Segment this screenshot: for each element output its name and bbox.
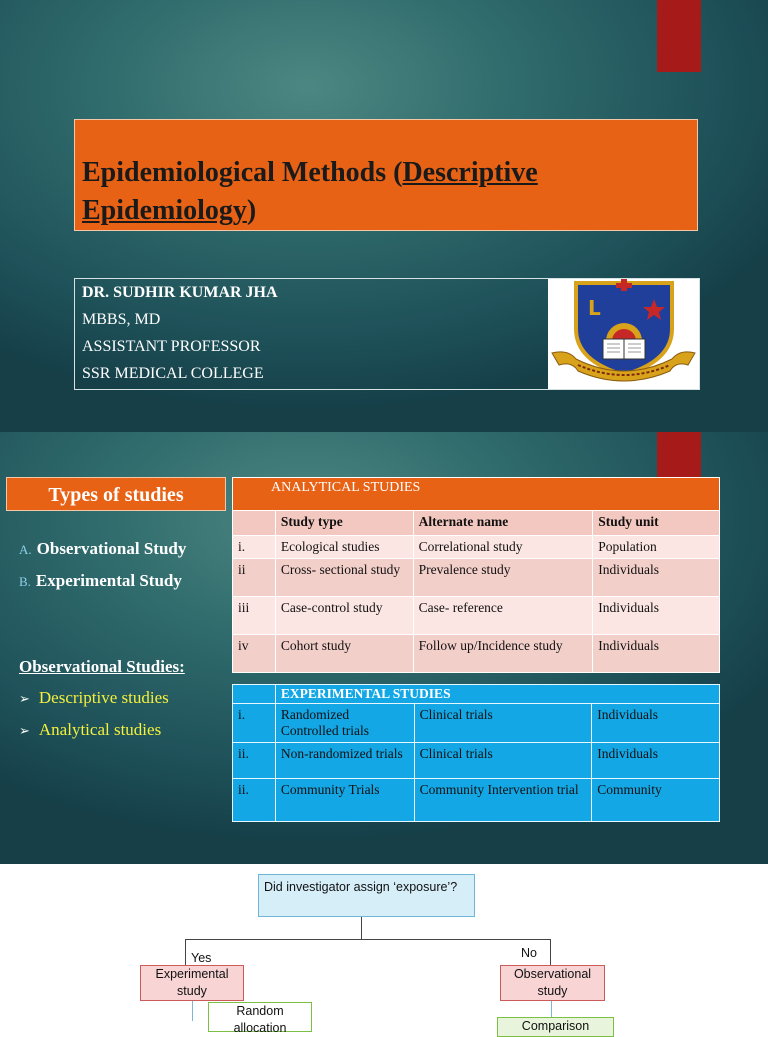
- table-column-header-row: [233, 511, 720, 536]
- list-letter: A.: [19, 542, 32, 557]
- arrow-bullet-icon: ➢: [19, 691, 30, 706]
- analytical-studies-table: [232, 477, 720, 673]
- connector-line: [550, 939, 551, 965]
- column-header: Alternate name: [413, 511, 593, 536]
- bullet-descriptive: [19, 688, 169, 708]
- author-name: DR. SUDHIR KUMAR JHA: [82, 284, 278, 301]
- table-cell: i.: [233, 704, 276, 743]
- table-cell: iv: [233, 635, 276, 673]
- red-tab-decoration-2: [657, 432, 701, 478]
- table-row: [233, 597, 720, 635]
- list-letter: B.: [19, 574, 31, 589]
- table-cell: Community Intervention trial: [414, 779, 592, 822]
- table-cell: Ecological studies: [275, 536, 413, 559]
- yes-label: Yes: [191, 951, 212, 965]
- table-cell: iii: [233, 597, 276, 635]
- column-header: Study unit: [593, 511, 720, 536]
- flowchart-slide: [0, 864, 768, 1035]
- types-title-text: Types of studies: [48, 484, 184, 506]
- list-item-experimental: [19, 571, 182, 591]
- connector-line: [551, 1001, 552, 1017]
- bullet-text: Analytical studies: [38, 720, 162, 739]
- observational-study-box: Observational study: [500, 965, 605, 1001]
- table-cell: ii: [233, 559, 276, 597]
- table-cell: Community: [592, 779, 720, 822]
- table-row: [233, 704, 720, 743]
- table-cell: Individuals: [592, 743, 720, 779]
- connector-line: [185, 939, 550, 940]
- table-row: [233, 536, 720, 559]
- college-emblem-icon: [548, 279, 699, 389]
- arrow-bullet-icon: ➢: [19, 723, 30, 738]
- table-row: [233, 779, 720, 822]
- slide-title: [82, 154, 689, 230]
- title-box: [74, 119, 698, 231]
- bullet-text: Descriptive studies: [38, 688, 169, 707]
- table-cell: Case-control study: [275, 597, 413, 635]
- table-cell: Randomized Controlled trials: [275, 704, 414, 743]
- author-position: ASSISTANT PROFESSOR: [82, 338, 261, 355]
- table-cell: Individuals: [593, 597, 720, 635]
- table-cell: ii.: [233, 779, 276, 822]
- table-cell: Non-randomized trials: [275, 743, 414, 779]
- table-row: [233, 743, 720, 779]
- experimental-study-box: Experimental study: [140, 965, 244, 1001]
- observational-studies-heading: Observational Studies:: [19, 657, 185, 676]
- connector-line: [185, 939, 186, 965]
- list-item-observational: [19, 539, 186, 559]
- types-of-studies-heading: [6, 477, 226, 511]
- table-cell: Population: [593, 536, 720, 559]
- column-header: Study type: [275, 511, 413, 536]
- author-degree: MBBS, MD: [82, 311, 161, 328]
- table-cell: Community Trials: [275, 779, 414, 822]
- no-label: No: [521, 946, 537, 960]
- table-header-row: [233, 478, 720, 511]
- table-cell: Cross- sectional study: [275, 559, 413, 597]
- connector-line: [192, 1001, 193, 1021]
- svg-text:L: L: [588, 296, 601, 320]
- title-slide: [0, 0, 768, 432]
- column-header: [233, 511, 276, 536]
- table-header: ANALYTICAL STUDIES: [233, 478, 720, 511]
- table-cell: Prevalence study: [413, 559, 593, 597]
- table-cell: Individuals: [593, 559, 720, 597]
- table-row: [233, 559, 720, 597]
- table-header: EXPERIMENTAL STUDIES: [275, 685, 719, 704]
- table-cell: [233, 685, 276, 704]
- experimental-studies-table: [232, 684, 720, 822]
- connector-line: [361, 917, 362, 939]
- red-tab-decoration: [657, 0, 701, 72]
- title-text-underlined-2: Epidemiology: [82, 195, 247, 226]
- table-cell: Cohort study: [275, 635, 413, 673]
- table-cell: Individuals: [592, 704, 720, 743]
- table-cell: Clinical trials: [414, 704, 592, 743]
- random-allocation-box: Random allocation: [208, 1002, 312, 1032]
- author-college: SSR MEDICAL COLLEGE: [82, 365, 264, 382]
- table-cell: Correlational study: [413, 536, 593, 559]
- title-text-plain: Epidemiological Methods (: [82, 157, 403, 188]
- college-logo: [548, 279, 699, 389]
- title-text-underlined: Descriptive: [402, 157, 538, 188]
- list-label: Experimental Study: [35, 571, 182, 590]
- table-row: [233, 635, 720, 673]
- comparison-box: Comparison: [497, 1017, 614, 1037]
- title-text-close: ): [246, 195, 257, 226]
- bullet-analytical: [19, 720, 161, 740]
- table-header-row: [233, 685, 720, 704]
- table-cell: Individuals: [593, 635, 720, 673]
- author-box: [74, 278, 700, 390]
- question-box: Did investigator assign ‘exposure’?: [258, 874, 475, 917]
- table-cell: Clinical trials: [414, 743, 592, 779]
- list-label: Observational Study: [36, 539, 187, 558]
- table-cell: Follow up/Incidence study: [413, 635, 593, 673]
- table-cell: i.: [233, 536, 276, 559]
- table-cell: Case- reference: [413, 597, 593, 635]
- table-cell: ii.: [233, 743, 276, 779]
